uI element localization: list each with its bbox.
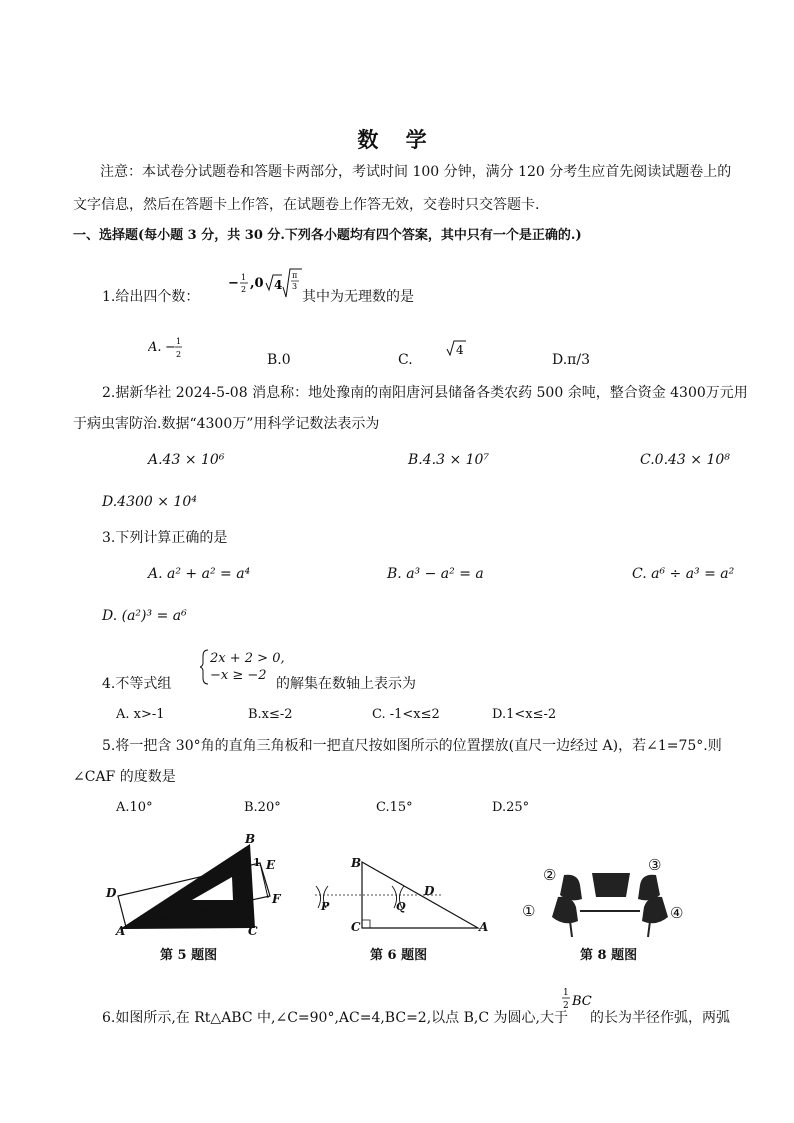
fig5-label-1: 1	[253, 856, 261, 869]
q1-option-d: D.π/3	[552, 352, 591, 368]
fig8-chair-1	[552, 897, 578, 924]
q4-system-line-2: −x ≥ −2	[210, 668, 267, 683]
q3-option-d: D. (a²)³ = a⁶	[102, 608, 187, 624]
q1-option-c-sqrt4	[446, 339, 468, 359]
q5-option-a: A.10°	[116, 800, 153, 815]
fig8-chair-4	[642, 897, 668, 924]
q2-option-b: B.4.3 × 10⁷	[408, 452, 490, 468]
q1-option-b: B.0	[267, 352, 291, 368]
svg-text:2: 2	[563, 1001, 569, 1011]
q2-option-d: D.4300 × 10⁴	[102, 494, 197, 510]
q5-line-2: ∠CAF 的度数是	[73, 769, 176, 785]
fig5-label-c: C	[248, 924, 258, 938]
svg-text:4: 4	[274, 278, 283, 292]
svg-text:1: 1	[241, 273, 247, 282]
q5-line-1: 5.将一把含 30°角的直角三角板和一把直尺按如图所示的位置摆放(直尺一边经过 A)，若∠1=75°.则	[102, 738, 722, 754]
fig6-label-c: C	[351, 920, 361, 934]
q3-stem: 3.下列计算正确的是	[102, 530, 228, 546]
q3-option-b: B. a³ − a² = a	[387, 566, 484, 582]
svg-text:2: 2	[241, 285, 247, 294]
fig5-triangle-ruler	[120, 844, 255, 929]
svg-text:3: 3	[292, 282, 298, 291]
q4-suffix: 的解集在数轴上表示为	[276, 676, 416, 692]
fig6-caption: 第 6 题图	[370, 948, 428, 963]
q2-line-2: 于病虫害防治.数据“4300万”用科学记数法表示为	[73, 416, 380, 432]
fig5-caption: 第 5 题图	[160, 948, 218, 963]
svg-text:A.: A.	[148, 340, 162, 355]
fig8-chair-2	[560, 875, 582, 901]
q5-option-b: B.20°	[244, 800, 281, 815]
fig6-label-p: P	[321, 900, 330, 913]
q3-option-c: C. a⁶ ÷ a³ = a²	[632, 566, 735, 582]
fig8-label-4: ④	[670, 904, 684, 922]
fig8-label-3: ③	[648, 856, 662, 874]
q6-suffix: 的长为半径作弧，两弧	[590, 1010, 730, 1026]
q6-prefix: 6.如图所示,在 Rt△ABC 中,∠C=90°,AC=4,BC=2,以点 B,C 为圆心,大于	[102, 1010, 568, 1026]
svg-text:1: 1	[176, 337, 182, 346]
q4-system-line-1: 2x + 2 > 0,	[210, 651, 285, 666]
fig5-label-a: A	[116, 924, 126, 938]
q1-suffix: 其中为无理数的是	[302, 289, 414, 305]
q1-option-a	[148, 333, 188, 361]
svg-text:−: −	[165, 340, 176, 355]
page-title: 数 学	[357, 127, 437, 152]
notice-line-2: 文字信息，然后在答题卡上作答，在试题卷上作答无效，交卷时只交答题卡.	[73, 197, 540, 213]
q6-half-bc-fraction	[562, 984, 592, 1016]
fig6-label-q: Q	[396, 900, 406, 913]
figure-5	[100, 830, 290, 940]
fig5-label-d: D	[106, 886, 117, 900]
section-heading: 一、选择题(每小题 3 分，共 30 分.下列各小题均有四个答案，其中只有一个是正确的.)	[73, 228, 582, 243]
svg-text:,0: ,0	[250, 276, 264, 291]
svg-text:2: 2	[176, 350, 182, 359]
q4-prefix: 4.不等式组	[102, 676, 172, 692]
fig8-label-2: ②	[543, 866, 557, 884]
q4-option-d: D.1<x≤-2	[492, 707, 557, 722]
fig5-label-e: E	[266, 858, 276, 872]
q5-option-c: C.15°	[376, 800, 413, 815]
fig8-chair-3	[638, 875, 660, 901]
notice-line-1: 注意：本试卷分试题卷和答题卡两部分，考试时间 100 分钟，满分 120 分考生应首先阅读试题卷上的	[100, 164, 732, 180]
q2-option-a: A.43 × 10⁶	[148, 452, 225, 468]
svg-text:−: −	[228, 276, 239, 291]
svg-text:1: 1	[563, 988, 569, 998]
fig6-label-a: A	[479, 920, 489, 934]
svg-text:π: π	[292, 271, 298, 280]
fig8-label-1: ①	[522, 902, 536, 920]
fig8-caption: 第 8 题图	[580, 948, 638, 963]
fig6-label-d: D	[424, 884, 435, 898]
fig8-table	[592, 873, 630, 897]
svg-text:4: 4	[456, 343, 464, 357]
figure-6	[310, 850, 490, 938]
q2-option-c: C.0.43 × 10⁸	[640, 452, 730, 468]
fig5-label-b: B	[245, 832, 256, 846]
q4-option-c: C. -1<x≤2	[372, 707, 440, 722]
svg-text:BC: BC	[572, 994, 592, 1009]
q1-option-c: C.	[398, 352, 413, 368]
fig5-label-f: F	[272, 892, 281, 906]
q1-prefix: 1.给出四个数：	[102, 289, 200, 305]
q3-option-a: A. a² + a² = a⁴	[148, 566, 251, 582]
q1-numbers-expression	[228, 265, 303, 301]
fig6-label-b: B	[351, 856, 362, 870]
q5-option-d: D.25°	[492, 800, 530, 815]
q2-line-1: 2.据新华社 2024-5-08 消息称：地处豫南的南阳唐河县储备各类农药 500 余吨，整合资金 4300万元用	[102, 385, 748, 401]
q4-option-b: B.x≤-2	[248, 707, 293, 722]
q4-option-a: A. x>-1	[116, 707, 165, 722]
